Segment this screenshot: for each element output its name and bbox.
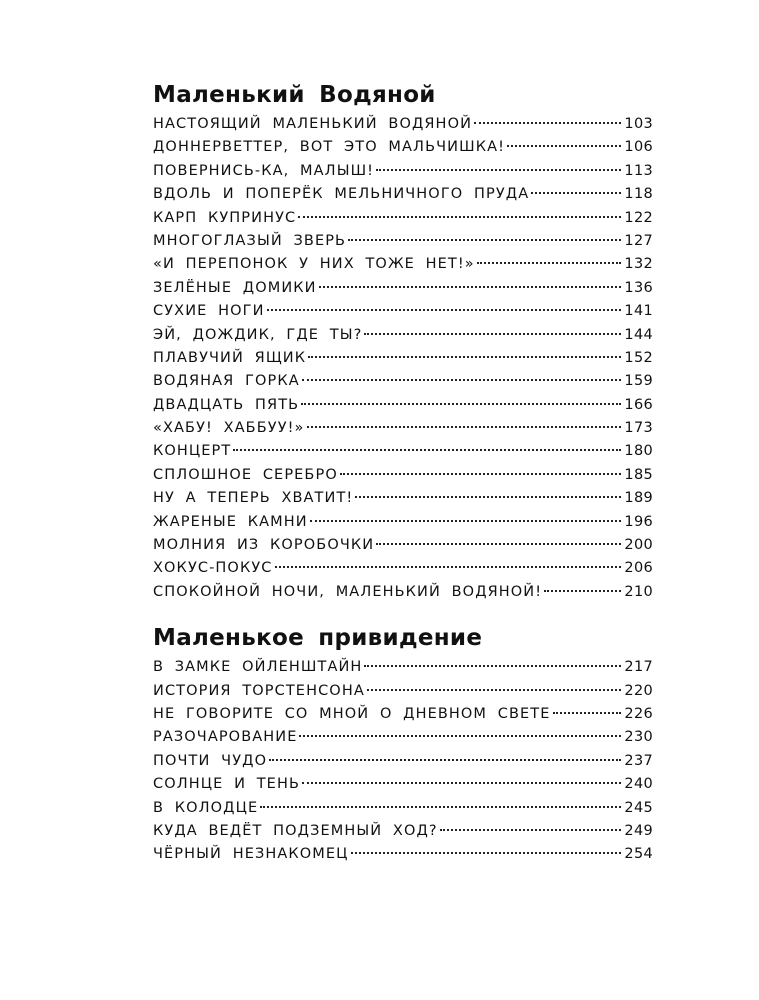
- toc-entry[interactable]: [153, 820, 653, 843]
- toc-entry-title: МНОГОГЛАЗЫЙ ЗВЕРЬ: [153, 232, 347, 249]
- toc-entry[interactable]: [153, 207, 653, 230]
- dot-leader: [507, 145, 621, 147]
- toc-section-little-waterman: [153, 78, 653, 604]
- toc-entry[interactable]: [153, 534, 653, 557]
- toc-entry[interactable]: [153, 843, 653, 866]
- table-of-contents: [153, 78, 653, 867]
- dot-leader: [355, 496, 621, 498]
- toc-entry[interactable]: [153, 253, 653, 276]
- toc-entry[interactable]: [153, 797, 653, 820]
- toc-entry[interactable]: [153, 417, 653, 440]
- toc-entry[interactable]: [153, 183, 653, 206]
- dot-leader: [474, 122, 621, 124]
- toc-entry-page-number: 103: [624, 116, 653, 132]
- toc-entry-page-number: 136: [624, 279, 653, 296]
- toc-entry[interactable]: [153, 464, 653, 487]
- toc-entry[interactable]: [153, 656, 653, 679]
- toc-entry-page-number: 230: [624, 729, 653, 746]
- dot-leader: [440, 829, 622, 831]
- toc-entry[interactable]: [153, 230, 653, 253]
- toc-entry-title: ХОКУС-ПОКУС: [153, 560, 273, 577]
- section-title: Маленькое привидение: [153, 625, 483, 652]
- toc-entry[interactable]: [153, 277, 653, 300]
- toc-entry[interactable]: [153, 726, 653, 749]
- toc-entry-title: СПЛОШНОЕ СЕРЕБРО: [153, 466, 338, 483]
- toc-entry-page-number: 106: [624, 139, 653, 156]
- toc-entry[interactable]: [153, 370, 653, 393]
- toc-entry-title: НАСТОЯЩИЙ МАЛЕНЬКИЙ ВОДЯНОЙ: [153, 116, 473, 132]
- toc-entry[interactable]: [153, 581, 653, 604]
- toc-entry-title: СОЛНЦЕ И ТЕНЬ: [153, 776, 300, 793]
- dot-leader: [302, 782, 621, 784]
- toc-entry[interactable]: [153, 750, 653, 773]
- toc-entry-title: ЭЙ, ДОЖДИК, ГДЕ ТЫ?: [153, 326, 363, 343]
- toc-entry[interactable]: [153, 511, 653, 534]
- toc-entry[interactable]: [153, 773, 653, 796]
- toc-entry-title: ВДОЛЬ И ПОПЕРЁК МЕЛЬНИЧНОГО ПРУДА: [153, 186, 530, 203]
- toc-entry-title: МОЛНИЯ ИЗ КОРОБОЧКИ: [153, 537, 375, 554]
- toc-entry[interactable]: [153, 324, 653, 347]
- toc-entry-title: ДВАДЦАТЬ ПЯТЬ: [153, 396, 300, 413]
- toc-entry-page-number: 249: [624, 822, 653, 839]
- toc-entry-title: ПОВЕРНИСЬ-КА, МАЛЫШ!: [153, 162, 375, 179]
- toc-entry-page-number: 159: [624, 373, 653, 390]
- toc-entry[interactable]: [153, 300, 653, 323]
- toc-entry-page-number: 240: [624, 776, 653, 793]
- toc-entry-page-number: 210: [624, 583, 653, 600]
- dot-leader: [298, 216, 621, 218]
- dot-leader: [310, 520, 622, 522]
- toc-entry-title: ИСТОРИЯ ТОРСТЕНСОНА: [153, 682, 365, 699]
- dot-leader: [364, 665, 621, 667]
- dot-leader: [531, 192, 621, 194]
- toc-entry[interactable]: [153, 136, 653, 159]
- toc-entry-title: ЖАРЕНЫЕ КАМНИ: [153, 513, 308, 530]
- toc-entry-page-number: 237: [624, 752, 653, 769]
- toc-entry-title: НУ А ТЕПЕРЬ ХВАТИТ!: [153, 490, 354, 507]
- dot-leader: [351, 852, 622, 854]
- toc-entry-page-number: 118: [624, 186, 653, 203]
- toc-entry-title: РАЗОЧАРОВАНИЕ: [153, 729, 298, 746]
- toc-entry-title: СПОКОЙНОЙ НОЧИ, МАЛЕНЬКИЙ ВОДЯНОЙ!: [153, 583, 543, 600]
- toc-entry-title: КУДА ВЕДЁТ ПОДЗЕМНЫЙ ХОД?: [153, 822, 438, 839]
- dot-leader: [477, 262, 622, 264]
- toc-section-little-ghost: [153, 621, 653, 867]
- toc-entry-page-number: 200: [624, 537, 653, 554]
- toc-entry-page-number: 226: [624, 705, 653, 722]
- dot-leader: [267, 309, 622, 311]
- toc-entry-page-number: 152: [624, 349, 653, 366]
- toc-entry-title: ПЛАВУЧИЙ ЯЩИК: [153, 349, 307, 366]
- dot-leader: [307, 426, 622, 428]
- toc-entry-title: ВОДЯНАЯ ГОРКА: [153, 373, 300, 390]
- toc-entry-page-number: 113: [624, 162, 653, 179]
- toc-entry-page-number: 220: [624, 682, 653, 699]
- dot-leader: [319, 286, 622, 288]
- toc-entry-page-number: 180: [624, 443, 653, 460]
- toc-entry-page-number: 166: [624, 396, 653, 413]
- toc-entry-page-number: 127: [624, 232, 653, 249]
- toc-entry-title: КОНЦЕРТ: [153, 443, 232, 460]
- toc-entry-title: ЧЁРНЫЙ НЕЗНАКОМЕЦ: [153, 846, 349, 863]
- toc-entry-page-number: 189: [624, 490, 653, 507]
- dot-leader: [553, 712, 622, 714]
- toc-entry-title: ЗЕЛЁНЫЕ ДОМИКИ: [153, 279, 317, 296]
- toc-entry-page-number: 206: [624, 560, 653, 577]
- dot-leader: [367, 689, 622, 691]
- dot-leader: [544, 590, 621, 592]
- toc-entry-title: «ХАБУ! ХАББУУ!»: [153, 420, 305, 437]
- toc-entry-title: ПОЧТИ ЧУДО: [153, 752, 268, 769]
- dot-leader: [269, 759, 621, 761]
- toc-entry[interactable]: [153, 113, 653, 136]
- toc-entry-title: КАРП КУПРИНУС: [153, 209, 297, 226]
- toc-entry[interactable]: [153, 440, 653, 463]
- dot-leader: [340, 473, 622, 475]
- toc-entry-title: В КОЛОДЦЕ: [153, 799, 259, 816]
- dot-leader: [308, 356, 621, 358]
- toc-entry[interactable]: [153, 487, 653, 510]
- toc-entry-title: «И ПЕРЕПОНОК У НИХ ТОЖЕ НЕТ!»: [153, 256, 475, 273]
- toc-entry-title: В ЗАМКЕ ОЙЛЕНШТАЙН: [153, 659, 363, 676]
- dot-leader: [260, 806, 621, 808]
- toc-list: [153, 656, 653, 867]
- dot-leader: [275, 566, 622, 568]
- toc-entry[interactable]: [153, 680, 653, 703]
- toc-entry[interactable]: [153, 703, 653, 726]
- toc-entry-title: НЕ ГОВОРИТЕ СО МНОЙ О ДНЕВНОМ СВЕТЕ: [153, 705, 551, 722]
- toc-entry[interactable]: [153, 394, 653, 417]
- toc-entry-page-number: 196: [624, 513, 653, 530]
- toc-list: [153, 113, 653, 604]
- dot-leader: [301, 403, 621, 405]
- toc-entry[interactable]: [153, 347, 653, 370]
- dot-leader: [364, 333, 621, 335]
- toc-entry-page-number: 132: [624, 256, 653, 273]
- toc-entry[interactable]: [153, 557, 653, 580]
- toc-entry-page-number: 122: [624, 209, 653, 226]
- toc-entry-page-number: 217: [624, 659, 653, 676]
- toc-entry-page-number: 245: [624, 799, 653, 816]
- toc-entry-page-number: 185: [624, 466, 653, 483]
- section-title: Маленький Водяной: [153, 82, 436, 108]
- toc-entry-page-number: 141: [624, 303, 653, 320]
- dot-leader: [233, 449, 621, 451]
- toc-entry-page-number: 173: [624, 420, 653, 437]
- toc-entry-page-number: 254: [624, 846, 653, 863]
- dot-leader: [376, 169, 621, 171]
- toc-entry[interactable]: [153, 160, 653, 183]
- dot-leader: [348, 239, 621, 241]
- dot-leader: [376, 543, 621, 545]
- toc-entry-page-number: 144: [624, 326, 653, 343]
- toc-entry-title: ДОННЕРВЕТТЕР, ВОТ ЭТО МАЛЬЧИШКА!: [153, 139, 506, 156]
- toc-entry-title: СУХИЕ НОГИ: [153, 303, 265, 320]
- dot-leader: [299, 735, 621, 737]
- dot-leader: [302, 379, 622, 381]
